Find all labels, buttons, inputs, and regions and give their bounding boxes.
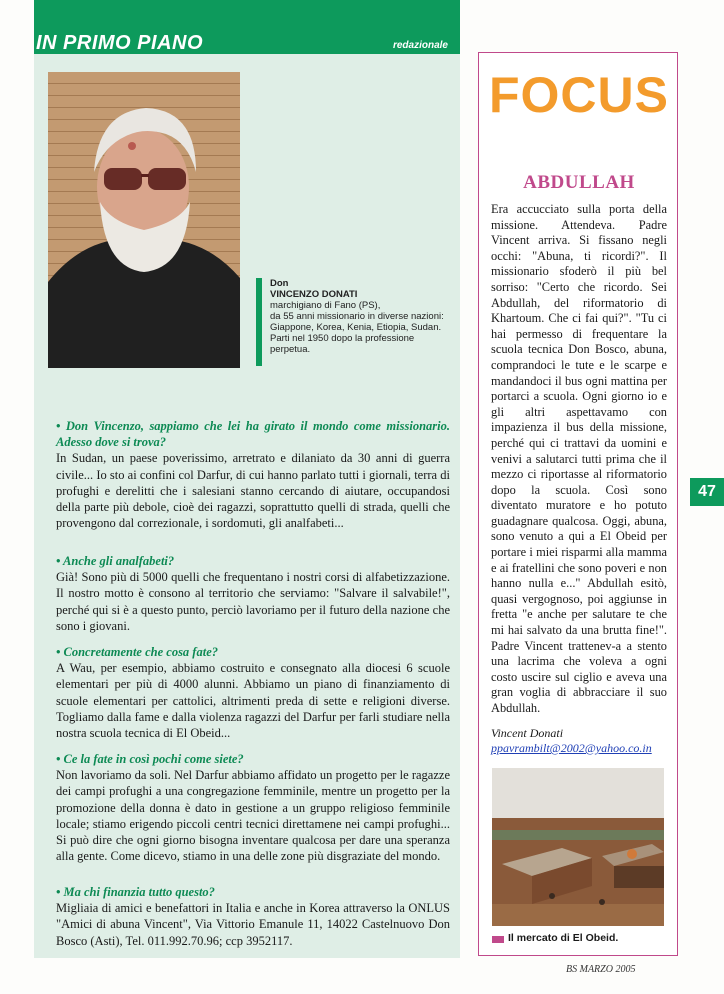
focus-subtitle: ABDULLAH: [523, 172, 635, 193]
focus-signature: [491, 726, 667, 756]
qa-block: [56, 418, 450, 531]
caption-marker: [492, 936, 504, 943]
qa-block: [56, 751, 450, 864]
focus-story: Era accucciato sulla porta della missione. Attendeva. Padre Vincent arriva. Si fissano negli occhi: "Abuna, ti ricordi?". Il missionario sfoderò il più bel sorriso: "Certo che ricordo. Sei Abdullah, del riformatorio di Khartoum. Che ci fai qui?". "Tu ci hai permesso di frequentare la scuola tecnica Don Bosco, abuna, comprandoci le tute e le scarpe e mandandoci il bus ogni mattina per portarci a scuola. Ogni giorno io e gli altri aspettavamo con impazienza il bus della missione, perché qui ci trattavi da uomini e venivi a salutarci tutti prima che il mezzo ci riportasse al riformatorio dopo la scuola. Così sono diventato muratore e ho potuto guadagnare qualcosa. Oggi, abuna, sono venuto a qui a El Obeid per portare i miei risparmi alla mamma e ai fratellini che sono poveri e non hanno nulla e..." Abdullah esitò, quasi vergognoso, poi aggiunse in fretta "e anche per salutare te che mi hai salvato da una brutta fine!". Padre Vincent trattenev-a a stento una lacrima che voleva a ogni costo uscire sul ciglio e aveva una gran voglia di abbracciare il suo Abdullah.: [491, 202, 667, 715]
market-photo-caption: Il mercato di El Obeid.: [508, 932, 619, 944]
question: • Anche gli analfabeti?: [56, 554, 175, 568]
caption-bar: [256, 278, 262, 366]
question: • Concretamente che cosa fate?: [56, 645, 218, 659]
qa-block: [56, 884, 450, 949]
portrait-caption: [270, 278, 450, 355]
page-number-tab: 47: [690, 478, 724, 506]
portrait-photo: [48, 72, 240, 368]
answer: Migliaia di amici e benefattori in Italia e anche in Korea attraverso la ONLUS "Amici di abuna Vincent", Via Vittorio Emanule 11, 14022 Castelnuovo Don Bosco (Asti), Tel. 011.992.70.96; ccp 3952117.: [56, 901, 450, 948]
market-photo: [492, 768, 664, 926]
answer: In Sudan, un paese poverissimo, arretrato e dilaniato da 30 anni di guerra civile... Io sto ai confini col Darfur, di cui hanno parlato tutti i giornali, terra di profughi e derelitti che i salesiani stanno cercando di aiutare, occupandosi della parte più debole, cioè dei ragazzi, soprattutto quelli di strada, quelli che provengono dal correzionale, i sordomuti, gli analfabeti...: [56, 451, 450, 531]
answer: Non lavoriamo da soli. Nel Darfur abbiamo affidato un progetto per le ragazze dei campi profughi a una congregazione femminile, mentre un progetto per la promozione della donna è dato in gestione a un gruppo religioso femminile locale; stiamo erigendo piccoli centri tecnici direttamene nei campi profughi... Si può dire che ogni giorno bisogna inventare qualcosa per dare una speranza alla gente. Come dicevo, stiamo in una delle zone più disgraziate del mondo.: [56, 768, 450, 864]
qa-block: [56, 644, 450, 741]
caption-origin: marchigiano di Fano (PS),: [270, 300, 381, 311]
question: • Ma chi finanzia tutto questo?: [56, 885, 215, 899]
caption-name: VINCENZO DONATI: [270, 289, 358, 300]
qa-block: [56, 553, 450, 634]
interview-panel: [34, 0, 460, 958]
answer: Già! Sono più di 5000 quelli che frequentano i nostri corsi di alfabetizzazione. Il nostro motto è consono al territorio che serviamo: "Salvare il salvabile!", perché qui si è a questo punto, perciò lavoriamo per il futuro della nazione che sono i giovani.: [56, 570, 450, 633]
caption-departure: Parti nel 1950 dopo la professione perpetua.: [270, 333, 415, 355]
section-header: [34, 0, 460, 54]
footer-issue: BS MARZO 2005: [566, 964, 636, 975]
question: • Don Vincenzo, sappiamo che lei ha girato il mondo come missionario. Adesso dove si trova?: [56, 419, 450, 450]
caption-title: Don: [270, 278, 289, 289]
focus-title: FOCUS: [489, 67, 669, 123]
focus-email-link[interactable]: ppavrambilt@2002@yahoo.co.in: [491, 741, 652, 755]
answer: A Wau, per esempio, abbiamo costruito e consegnato alla diocesi 6 scuole elementari per più di 4000 alunni. Abbiamo un piano di finanziamento di scuole elementari per cattolici, altrimenti preda di sette e religioni diverse. Togliamo dalla fame e dalla violenza ragazzi del Darfur per farli studiare nella nostra scuola tecnica di El Obeid...: [56, 661, 450, 741]
focus-author: Vincent Donati: [491, 726, 564, 740]
section-tag: redazionale: [392, 40, 448, 51]
question: • Ce la fate in così pochi come siete?: [56, 752, 244, 766]
section-title: IN PRIMO PIANO: [36, 32, 204, 54]
caption-career: da 55 anni missionario in diverse nazioni: Giappone, Korea, Kenia, Etiopia, Sudan.: [270, 311, 444, 333]
